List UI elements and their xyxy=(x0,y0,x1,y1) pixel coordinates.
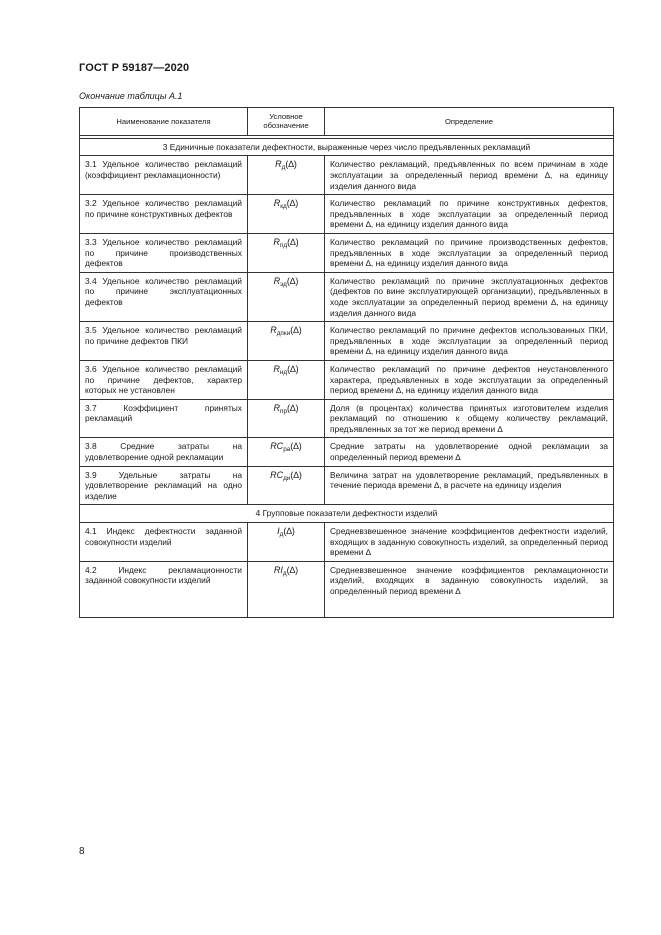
indicator-name: 3.6 Удельное количество рекламаций по причине дефектов, характер которых не установлен xyxy=(80,360,248,399)
symbol-variable: R xyxy=(275,159,282,170)
table-row xyxy=(80,466,614,505)
symbol-argument: (∆) xyxy=(283,526,295,537)
indicator-definition: Величина затрат на удовлетворение рекламаций, предъявленных в течение периода времени ∆, в расчете на единицу изделия xyxy=(325,466,614,505)
indicator-symbol xyxy=(248,523,325,562)
indicator-definition: Количество рекламаций по причине дефектов неустановленного характера, предъявленных в ходе эксплуатации за определенный период времени ∆, на единицу изделия данного вида xyxy=(325,360,614,399)
page-number: 8 xyxy=(79,846,85,857)
section-row xyxy=(80,138,614,156)
symbol-variable: R xyxy=(273,363,280,374)
indicator-definition: Количество рекламаций по причине дефектов использованных ПКИ, предъявленных в ходе эксплуатации за определенный период времени ∆, на единицу изделия данного вида xyxy=(325,322,614,361)
symbol-subscript: кд xyxy=(280,203,287,211)
symbol-variable: R xyxy=(273,275,281,286)
column-header-name: Наименование показателя xyxy=(80,108,248,136)
table-row xyxy=(80,438,614,466)
indicators-table xyxy=(79,107,614,618)
symbol-variable: R xyxy=(273,198,281,209)
indicator-definition: Доля (в процентах) количества принятых изготовителем изделия рекламаций по отношению к общему количеству рекламаций, предъявленных за тот же период времени ∆ xyxy=(325,399,614,438)
symbol-subscript: эд xyxy=(280,280,287,288)
indicator-symbol xyxy=(248,272,325,321)
symbol-argument: (∆) xyxy=(285,159,297,170)
symbol-variable: R xyxy=(273,402,280,413)
symbol-variable: RC xyxy=(270,469,284,480)
table-row xyxy=(80,272,614,321)
indicator-symbol xyxy=(248,466,325,505)
indicator-symbol xyxy=(248,399,325,438)
symbol-argument: (∆) xyxy=(290,441,302,452)
indicator-name: 3.7 Коэффициент принятых рекламаций xyxy=(80,399,248,438)
indicator-definition: Количество рекламаций по причине конструктивных дефектов, предъявленных в ходе эксплуатации за определенный период времени ∆, на единицу изделия данного вида xyxy=(325,195,614,234)
indicator-name: 3.5 Удельное количество рекламаций по причине дефектов ПКИ xyxy=(80,322,248,361)
indicator-symbol xyxy=(248,322,325,361)
indicator-symbol xyxy=(248,360,325,399)
symbol-variable: RI xyxy=(273,564,283,575)
indicator-definition: Средневзвешенное значение коэффициентов рекламационности изделий, входящих в заданную совокупность изделий, за определенный период времени ∆ xyxy=(325,561,614,617)
symbol-subscript: д xyxy=(282,569,287,577)
symbol-argument: (∆) xyxy=(286,275,299,286)
table-row xyxy=(80,360,614,399)
indicator-definition: Количество рекламаций по причине эксплуатационных дефектов (дефектов по вине эксплуатирующей организации), предъявленных в ходе эксплуатации за определенный период времени ∆, на единицу изделия данного вида xyxy=(325,272,614,321)
document-title: ГОСТ Р 59187—2020 xyxy=(79,62,190,74)
symbol-argument: (∆) xyxy=(287,363,299,374)
indicator-name: 3.3 Удельное количество рекламаций по причине производственных дефектов xyxy=(80,233,248,272)
symbol-subscript: дпки xyxy=(276,330,291,338)
indicator-symbol xyxy=(248,438,325,466)
symbol-subscript: ди xyxy=(283,474,291,482)
indicator-symbol xyxy=(248,156,325,195)
indicator-name: 3.4 Удельное количество рекламаций по причине эксплуатационных дефектов xyxy=(80,272,248,321)
symbol-argument: (∆) xyxy=(286,564,299,575)
table-caption: Окончание таблицы А.1 xyxy=(79,91,183,101)
table-row xyxy=(80,523,614,562)
indicator-name: 3.1 Удельное количество рекламаций (коэффициент рекламационности) xyxy=(80,156,248,195)
symbol-argument: (∆) xyxy=(290,469,302,480)
indicator-symbol xyxy=(248,561,325,617)
symbol-argument: (∆) xyxy=(286,198,299,209)
section-row xyxy=(80,505,614,523)
indicator-name: 3.8 Средние затраты на удовлетворение одной рекламации xyxy=(80,438,248,466)
symbol-variable: R xyxy=(270,325,277,336)
section-heading: 3 Единичные показатели дефектности, выраженные через число предъявленных рекламаций xyxy=(80,138,614,156)
indicator-definition: Средние затраты на удовлетворение одной рекламации за определенный период времени ∆ xyxy=(325,438,614,466)
symbol-subscript: пд xyxy=(279,241,288,249)
table-row xyxy=(80,322,614,361)
section-heading: 4 Групповые показатели дефектности изделий xyxy=(80,505,614,523)
column-header-symbol: Условное обозначение xyxy=(248,108,325,136)
indicator-name: 4.2 Индекс рекламационности заданной совокупности изделий xyxy=(80,561,248,617)
symbol-subscript: ра xyxy=(283,446,291,454)
indicator-symbol xyxy=(248,233,325,272)
symbol-variable: I xyxy=(277,526,280,537)
indicator-definition: Количество рекламаций, предъявленных по всем причинам в ходе эксплуатации за определенный период времени ∆, на единицу изделия данного вида xyxy=(325,156,614,195)
table-row xyxy=(80,561,614,617)
indicator-name: 4.1 Индекс дефектности заданной совокупности изделий xyxy=(80,523,248,562)
symbol-variable: RC xyxy=(270,441,284,452)
symbol-subscript: д xyxy=(281,164,286,172)
table-row xyxy=(80,233,614,272)
indicator-name: 3.9 Удельные затраты на удовлетворение рекламаций на одно изделие xyxy=(80,466,248,505)
symbol-subscript: пр xyxy=(279,407,287,415)
table-row xyxy=(80,156,614,195)
indicator-symbol xyxy=(248,195,325,234)
symbol-argument: (∆) xyxy=(287,236,299,247)
indicator-definition: Количество рекламаций по причине производственных дефектов, предъявленных в ходе эксплуатации за определенный период времени ∆, на единицу изделия данного вида xyxy=(325,233,614,272)
symbol-subscript: д xyxy=(279,531,284,539)
indicator-name: 3.2 Удельное количество рекламаций по причине конструктивных дефектов xyxy=(80,195,248,234)
table-row xyxy=(80,399,614,438)
symbol-variable: R xyxy=(273,236,280,247)
symbol-argument: (∆) xyxy=(290,325,302,336)
table-row xyxy=(80,195,614,234)
symbol-argument: (∆) xyxy=(287,402,299,413)
column-header-definition: Определение xyxy=(325,108,614,136)
indicator-definition: Средневзвешенное значение коэффициентов дефектности изделий, входящих в заданную совокупность изделий, за определенный период времени ∆ xyxy=(325,523,614,562)
symbol-subscript: нд xyxy=(279,368,288,376)
table-header-row xyxy=(80,108,614,136)
